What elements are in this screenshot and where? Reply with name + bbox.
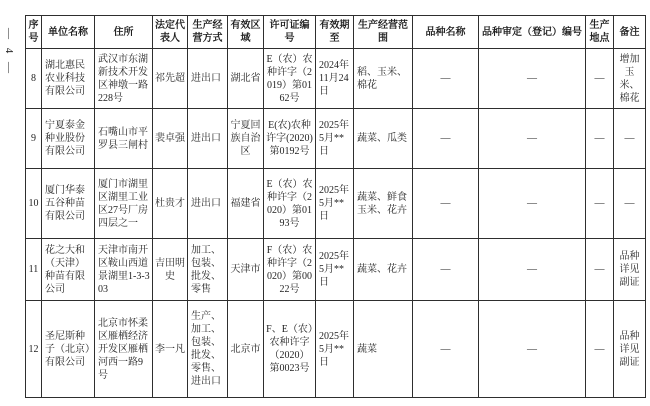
cell-production-site: —: [586, 109, 614, 169]
col-header-variety-registration-number: 品种审定（登记）编号: [479, 16, 586, 49]
cell-remarks: 增加玉米、棉花: [614, 49, 646, 109]
cell-unit-name: 宁夏泰金种业股份有限公司: [42, 109, 95, 169]
cell-variety-registration-number: —: [479, 239, 586, 301]
cell-legal-representative: 李一凡: [153, 301, 188, 398]
cell-operation-scope: 蔬菜: [354, 301, 413, 398]
cell-address: 武汉市东湖新技术开发区神墩一路228号: [95, 49, 153, 109]
table-row: [26, 169, 646, 239]
cell-serial-no: 8: [26, 49, 42, 109]
cell-license-number: F、E（农）农种许字（2020）第0023号: [264, 301, 316, 398]
cell-valid-until: 2025年5月**日: [316, 109, 354, 169]
cell-variety-name: —: [413, 49, 479, 109]
cell-operation-scope: 稻、玉米、棉花: [354, 49, 413, 109]
cell-production-site: —: [586, 169, 614, 239]
cell-serial-no: 12: [26, 301, 42, 398]
cell-remarks: 品种详见副证: [614, 239, 646, 301]
table-row: [26, 239, 646, 301]
cell-operation-mode: 进出口: [188, 49, 228, 109]
cell-operation-scope: 蔬菜、花卉: [354, 239, 413, 301]
cell-variety-name: —: [413, 109, 479, 169]
table-row: [26, 49, 646, 109]
cell-license-number: F（农）农种许字（2020）第0022号: [264, 239, 316, 301]
cell-license-number: E(农)农种许字(2020)第0192号: [264, 109, 316, 169]
cell-production-site: —: [586, 49, 614, 109]
cell-variety-registration-number: —: [479, 109, 586, 169]
cell-address: 石嘴山市平罗县三闸村: [95, 109, 153, 169]
cell-valid-region: 湖北省: [228, 49, 264, 109]
cell-serial-no: 10: [26, 169, 42, 239]
col-header-operation-mode: 生产经营方式: [188, 16, 228, 49]
cell-unit-name: 湖北惠民农业科技有限公司: [42, 49, 95, 109]
col-header-valid-until: 有效期至: [316, 16, 354, 49]
cell-valid-region: 北京市: [228, 301, 264, 398]
cell-variety-registration-number: —: [479, 49, 586, 109]
cell-operation-mode: 加工、包装、批发、零售: [188, 239, 228, 301]
cell-production-site: —: [586, 239, 614, 301]
cell-valid-until: 2025年5月**日: [316, 169, 354, 239]
cell-legal-representative: 吉田明史: [153, 239, 188, 301]
cell-variety-name: —: [413, 239, 479, 301]
cell-valid-region: 宁夏回族自治区: [228, 109, 264, 169]
col-header-remarks: 备注: [614, 16, 646, 49]
cell-valid-region: 福建省: [228, 169, 264, 239]
cell-operation-mode: 进出口: [188, 109, 228, 169]
cell-serial-no: 9: [26, 109, 42, 169]
col-header-unit-name: 单位名称: [42, 16, 95, 49]
cell-valid-until: 2025年5月**日: [316, 239, 354, 301]
cell-variety-name: —: [413, 301, 479, 398]
col-header-serial-no: 序号: [26, 16, 42, 49]
cell-legal-representative: 祁先超: [153, 49, 188, 109]
cell-operation-scope: 蔬菜、鲜食玉米、花卉: [354, 169, 413, 239]
cell-production-site: —: [586, 301, 614, 398]
cell-valid-region: 天津市: [228, 239, 264, 301]
cell-variety-name: —: [413, 169, 479, 239]
col-header-operation-scope: 生产经营范围: [354, 16, 413, 49]
col-header-address: 住所: [95, 16, 153, 49]
cell-remarks: 品种详见副证: [614, 301, 646, 398]
cell-operation-scope: 蔬菜、瓜类: [354, 109, 413, 169]
cell-license-number: E（农）农种许字（2019）第0162号: [264, 49, 316, 109]
cell-operation-mode: 进出口: [188, 169, 228, 239]
col-header-license-number: 许可证编号: [264, 16, 316, 49]
cell-unit-name: 厦门华泰五谷种苗有限公司: [42, 169, 95, 239]
table-row: [26, 301, 646, 398]
col-header-valid-region: 有效区域: [228, 16, 264, 49]
cell-legal-representative: 裴卓强: [153, 109, 188, 169]
cell-operation-mode: 生产、加工、包装、批发、零售、进出口: [188, 301, 228, 398]
header-row: [26, 16, 646, 49]
table-row: [26, 109, 646, 169]
cell-address: 北京市怀柔区雁栖经济开发区雁栖河西一路9号: [95, 301, 153, 398]
col-header-legal-representative: 法定代表人: [153, 16, 188, 49]
cell-variety-registration-number: —: [479, 301, 586, 398]
cell-license-number: E（农）农种许字（2020）第0193号: [264, 169, 316, 239]
cell-valid-until: 2024年11月24日: [316, 49, 354, 109]
page-number: — 4 —: [3, 28, 15, 76]
cell-address: 厦门市湖里区湖里工业区27号厂房四层之一: [95, 169, 153, 239]
cell-unit-name: 圣尼斯种子（北京）有限公司: [42, 301, 95, 398]
col-header-variety-name: 品种名称: [413, 16, 479, 49]
cell-variety-registration-number: —: [479, 169, 586, 239]
cell-legal-representative: 杜贵才: [153, 169, 188, 239]
seed-license-table: [25, 15, 646, 398]
cell-remarks: —: [614, 109, 646, 169]
cell-remarks: —: [614, 169, 646, 239]
cell-valid-until: 2025年5月**日: [316, 301, 354, 398]
cell-unit-name: 花之大和（天津）种苗有限公司: [42, 239, 95, 301]
cell-address: 天津市南开区鞍山西道景湖里1-3-303: [95, 239, 153, 301]
cell-serial-no: 11: [26, 239, 42, 301]
col-header-production-site: 生产地点: [586, 16, 614, 49]
